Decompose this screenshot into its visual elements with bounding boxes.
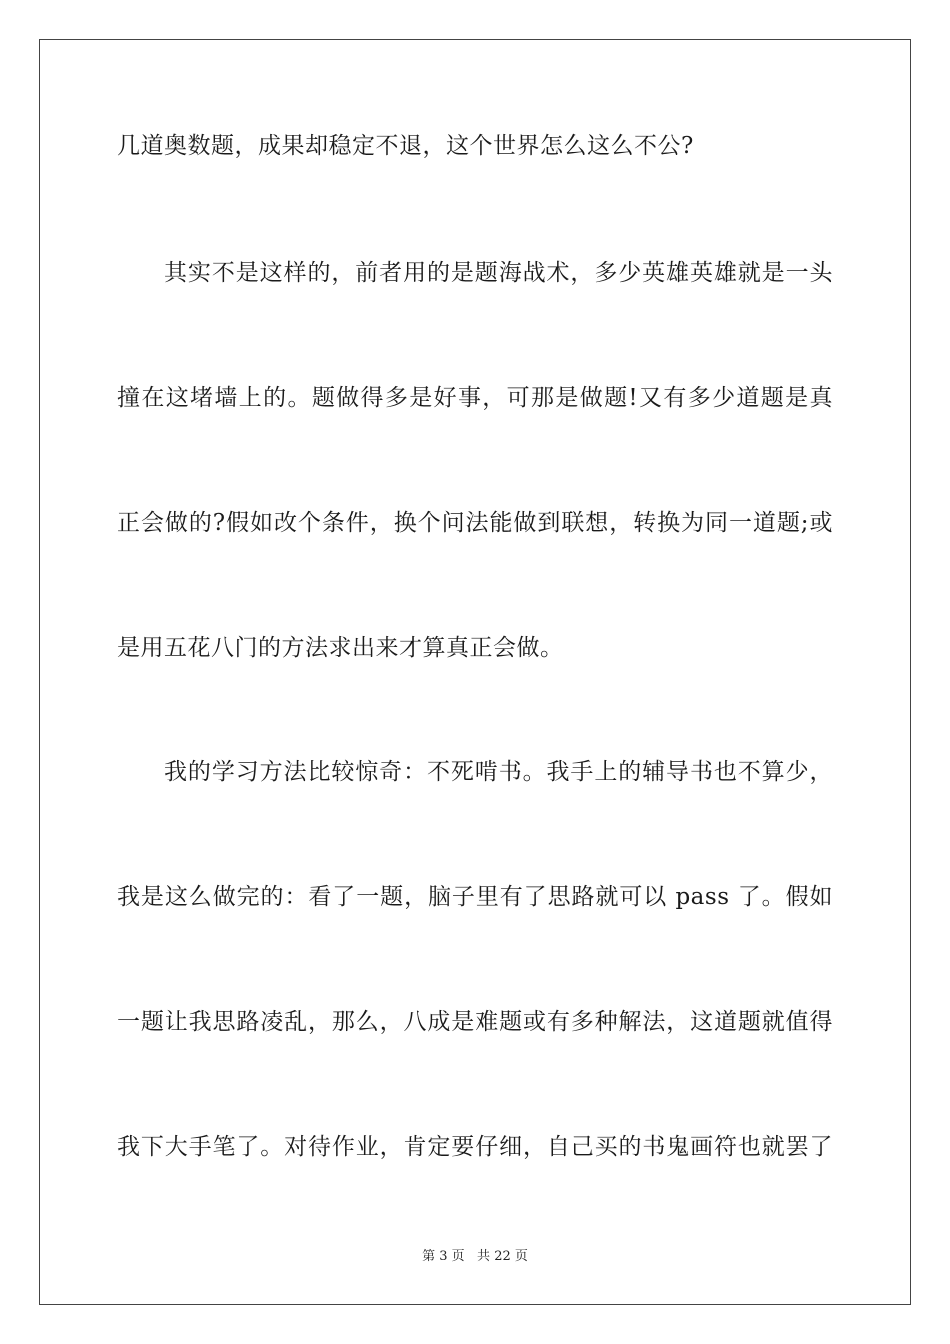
text-line: 是用五花八门的方法求出来才算真正会做。 [117,635,564,661]
text-line: 正会做的?假如改个条件，换个问法能做到联想，转换为同一道题;或 [117,510,833,536]
page-number-footer: 第 3 页 共 22 页 [422,1249,528,1264]
paragraph-first-line: 其实不是这样的，前者用的是题海战术，多少英雄英雄就是一头 [164,260,833,286]
text-line: 我是这么做完的：看了一题，脑子里有了思路就可以 pass 了。假如 [117,884,833,910]
text-line: 撞在这堵墙上的。题做得多是好事，可那是做题!又有多少道题是真 [117,385,833,411]
text-line: 我下大手笔了。对待作业，肯定要仔细，自己买的书鬼画符也就罢了 [117,1134,833,1160]
page-border [39,39,911,1305]
paragraph-first-line: 我的学习方法比较惊奇：不死啃书。我手上的辅导书也不算少， [164,759,833,785]
text-line: 一题让我思路凌乱，那么，八成是难题或有多种解法，这道题就值得 [117,1009,833,1035]
text-line: 几道奥数题，成果却稳定不退，这个世界怎么这么不公? [117,133,694,159]
